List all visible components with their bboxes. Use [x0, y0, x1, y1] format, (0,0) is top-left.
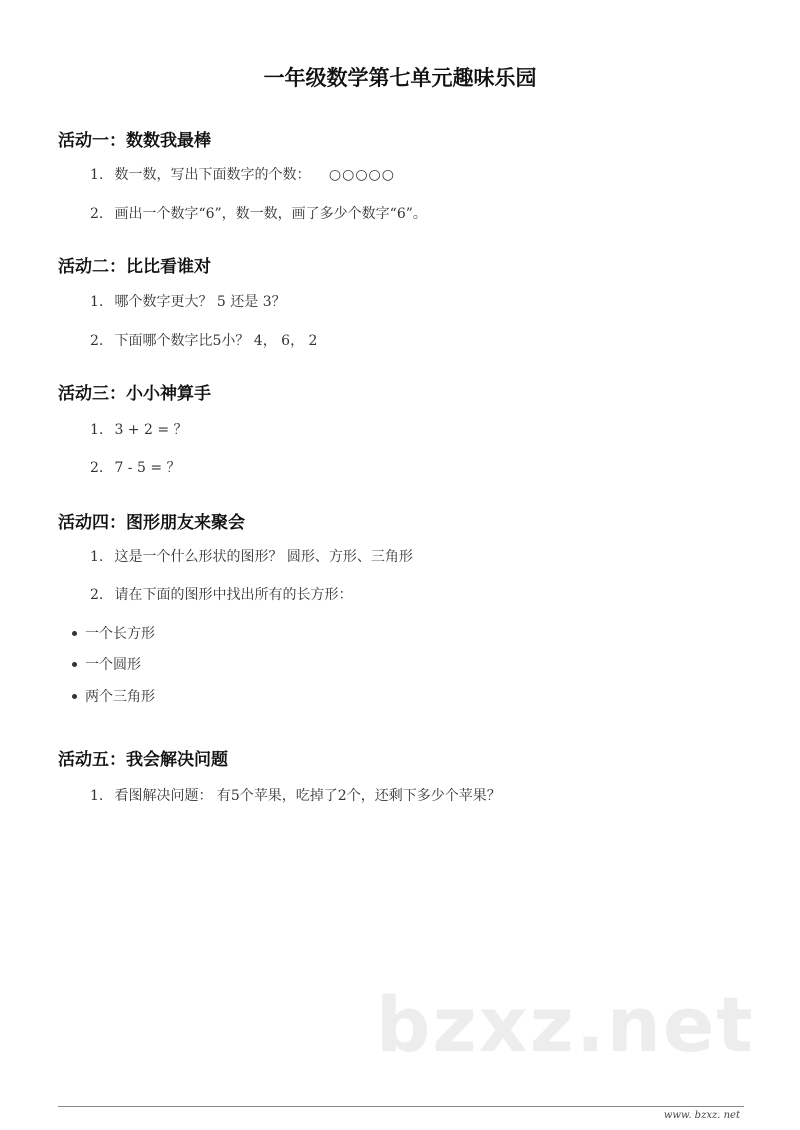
question-text: 哪个数字更大？ 5 还是 3？: [114, 294, 286, 310]
question-text: 看图解决问题： 有5个苹果，吃掉了2个，还剩下多少个苹果？: [114, 788, 501, 804]
activity-heading: 活动三：小小神算手: [58, 384, 211, 404]
bullet-text: 一个长方形: [85, 626, 155, 642]
footer-url: www. bzxz. net: [663, 1110, 740, 1121]
activity-3: [58, 379, 211, 476]
question-item: [90, 785, 501, 805]
question-item: [90, 291, 286, 311]
question-item: [90, 203, 427, 223]
question-item: [90, 330, 317, 350]
question-item: [90, 457, 181, 477]
activity-heading: 活动一：数数我最棒: [58, 131, 211, 151]
question-number: 2.: [90, 333, 104, 349]
bullet-text: 两个三角形: [85, 689, 155, 705]
question-number: 1.: [90, 167, 104, 183]
question-number: 2.: [90, 587, 104, 603]
question-text: 7 - 5 = ？: [114, 460, 181, 476]
question-item: [90, 584, 352, 604]
activity-1: [58, 126, 427, 222]
question-text: 这是一个什么形状的图形？ 圆形、方形、三角形: [114, 549, 413, 565]
question-number: 1.: [90, 422, 104, 438]
bullet-item: [72, 654, 141, 674]
activity-heading: 活动四：图形朋友来聚会: [58, 513, 245, 533]
question-number: 2.: [90, 460, 104, 476]
circles-figure: ○○○○○: [328, 167, 395, 183]
question-item: [90, 546, 413, 566]
activity-heading: 活动二：比比看谁对: [58, 257, 211, 277]
bullet-item: [72, 686, 155, 706]
bullet-dot: [72, 662, 77, 667]
page-title: 一年级数学第七单元趣味乐园: [263, 66, 537, 90]
question-text: 请在下面的图形中找出所有的长方形：: [114, 587, 353, 603]
question-text: 画出一个数字“6”，数一数，画了多少个数字“6”。: [114, 206, 427, 222]
watermark: bzxz.net: [376, 980, 755, 1069]
question-number: 1.: [90, 788, 104, 804]
activity-5: [58, 745, 501, 804]
footer-divider: [58, 1106, 744, 1107]
bullet-dot: [72, 694, 77, 699]
question-number: 2.: [90, 206, 104, 222]
question-item: [90, 164, 395, 184]
bullet-item: [72, 623, 155, 643]
question-number: 1.: [90, 549, 104, 565]
question-number: 1.: [90, 294, 104, 310]
question-text: 数一数，写出下面数字的个数：: [114, 167, 311, 183]
question-text: 3 + 2 = ？: [114, 422, 188, 438]
bullet-dot: [72, 631, 77, 636]
question-item: [90, 419, 188, 439]
bullet-text: 一个圆形: [85, 657, 141, 673]
activity-4: [58, 508, 413, 705]
question-text: 下面哪个数字比5小？ 4， 6， 2: [114, 333, 318, 349]
activity-heading: 活动五：我会解决问题: [58, 750, 228, 770]
activity-2: [58, 252, 318, 349]
